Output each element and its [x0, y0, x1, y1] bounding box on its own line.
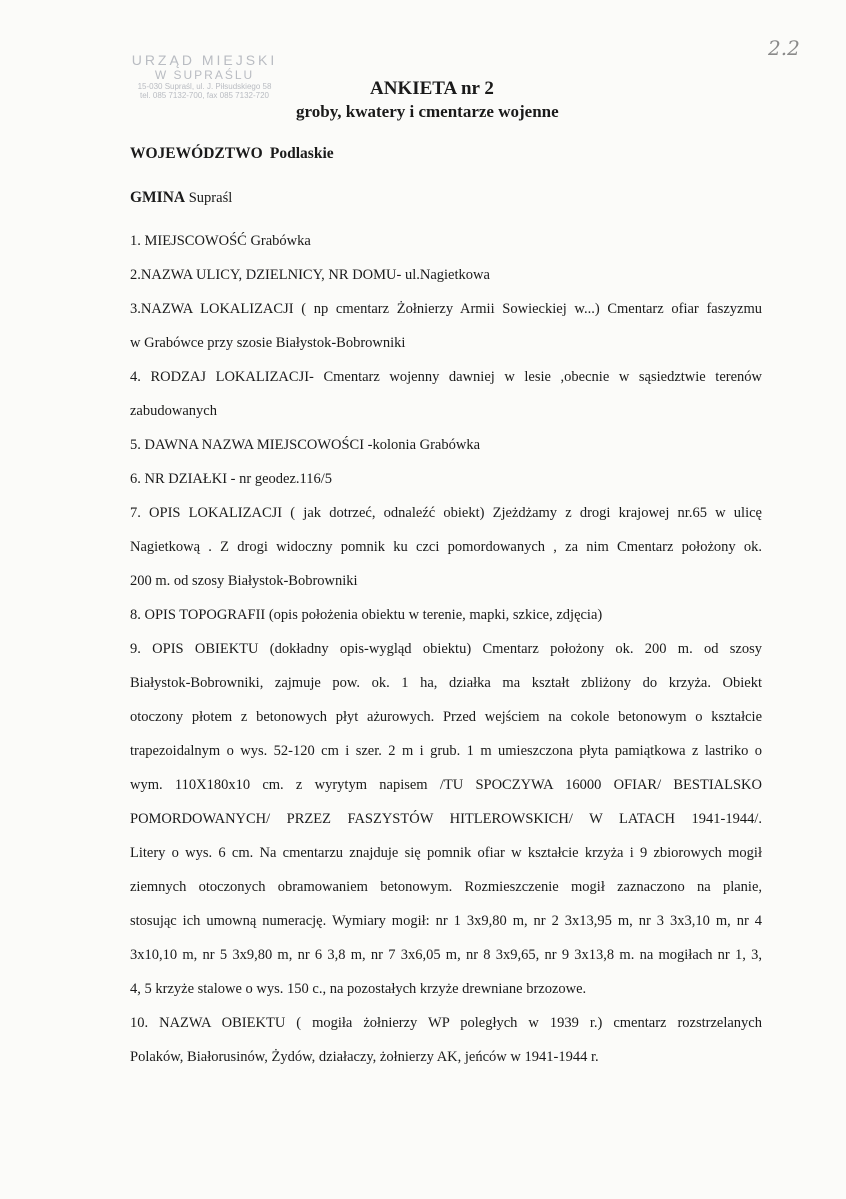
form-line: ziemnych otoczonych obramowaniem betonowym. Rozmieszczenie mogił zaznaczono na planie, [130, 879, 762, 895]
form-line: stosując ich umowną numerację. Wymiary mogił: nr 1 3x9,80 m, nr 2 3x13,95 m, nr 3 3x3,10 m, nr 4 [130, 913, 762, 929]
form-line: 7. OPIS LOKALIZACJI ( jak dotrzeć, odnaleźć obiekt) Zjeżdżamy z drogi krajowej nr.65 w ulicę [130, 505, 762, 521]
form-line: 2.NAZWA ULICY, DZIELNICY, NR DOMU- ul.Nagietkowa [130, 267, 490, 283]
form-line: trapezoidalnym o wys. 52-120 cm i szer. 2 m i grub. 1 m umieszczona płyta pamiątkowa z lastriko o [130, 743, 762, 759]
field-label: WOJEWÓDZTWO [130, 145, 263, 162]
form-line: Polaków, Białorusinów, Żydów, działaczy, żołnierzy AK, jeńców w 1941-1944 r. [130, 1049, 599, 1065]
form-line: 6. NR DZIAŁKI - nr geodez.116/5 [130, 471, 333, 487]
form-line: otoczony płotem z betonowych płyt ażurowych. Przed wejściem na cokole betonowym o kształcie [130, 709, 762, 725]
field-value: Supraśl [188, 190, 233, 206]
form-line: Litery o wys. 6 cm. Na cmentarzu znajduje się pomnik ofiar w kształcie krzyża i 9 zbiorowych mogił [130, 845, 762, 861]
stamp-line: 15-030 Supraśl, ul. J. Piłsudskiego 58 [137, 82, 272, 91]
field-label: GMINA [130, 189, 186, 206]
form-line: 10. NAZWA OBIEKTU ( mogiła żołnierzy WP poległych w 1939 r.) cmentarz rozstrzelanych [130, 1015, 762, 1031]
form-line: Nagietkową . Z drogi widoczny pomnik ku czci pomordowanych , za nim Cmentarz położony ok. [130, 539, 762, 555]
field-value: Podlaskie [269, 145, 334, 162]
form-line: 9. OPIS OBIEKTU (dokładny opis-wygląd obiektu) Cmentarz położony ok. 200 m. od szosy [130, 641, 762, 657]
document-title: ANKIETA nr 2 [370, 78, 494, 99]
commune-field [130, 189, 762, 207]
stamp-line: tel. 085 7132-700, fax 085 7132-720 [140, 91, 269, 100]
stamp-line: W SUPRAŚLU [154, 68, 255, 82]
handwritten-mark: 2.2 [768, 36, 800, 60]
document-subtitle: groby, kwatery i cmentarze wojenne [296, 102, 559, 121]
form-line: zabudowanych [130, 403, 217, 419]
form-line: 3.NAZWA LOKALIZACJI ( np cmentarz Żołnierzy Armii Sowieckiej w...) Cmentarz ofiar faszyzmu [130, 301, 762, 317]
voivodeship-field [130, 145, 762, 163]
stamp-line: URZĄD MIEJSKI [131, 52, 278, 68]
form-line: 5. DAWNA NAZWA MIEJSCOWOŚCI -kolonia Grabówka [130, 437, 481, 453]
form-line: 8. OPIS TOPOGRAFII (opis położenia obiektu w terenie, mapki, szkice, zdjęcia) [130, 607, 603, 623]
form-line: w Grabówce przy szosie Białystok-Bobrowniki [130, 335, 406, 351]
form-line: 4, 5 krzyże stalowe o wys. 150 c., na pozostałych krzyże drewniane brzozowe. [130, 981, 587, 997]
form-line: 4. RODZAJ LOKALIZACJI- Cmentarz wojenny dawniej w lesie ,obecnie w sąsiedztwie terenów [130, 369, 762, 385]
form-line: POMORDOWANYCH/ PRZEZ FASZYSTÓW HITLEROWSKICH/ W LATACH 1941-1944/. [130, 811, 762, 827]
form-line: Białystok-Bobrowniki, zajmuje pow. ok. 1 ha, działka ma kształt zbliżony do krzyża. Obiekt [130, 675, 762, 691]
form-line: 200 m. od szosy Białystok-Bobrowniki [130, 573, 358, 589]
form-line: wym. 110X180x10 cm. z wyrytym napisem /TU SPOCZYWA 16000 OFIAR/ BESTIALSKO [130, 777, 762, 793]
office-stamp [112, 52, 297, 100]
form-line: 3x10,10 m, nr 5 3x9,80 m, nr 6 3,8 m, nr 7 3x6,05 m, nr 8 3x9,65, nr 9 3x13,8 m. na mogiłach nr 1, 3, [130, 947, 762, 963]
form-line: 1. MIEJSCOWOŚĆ Grabówka [130, 233, 311, 249]
